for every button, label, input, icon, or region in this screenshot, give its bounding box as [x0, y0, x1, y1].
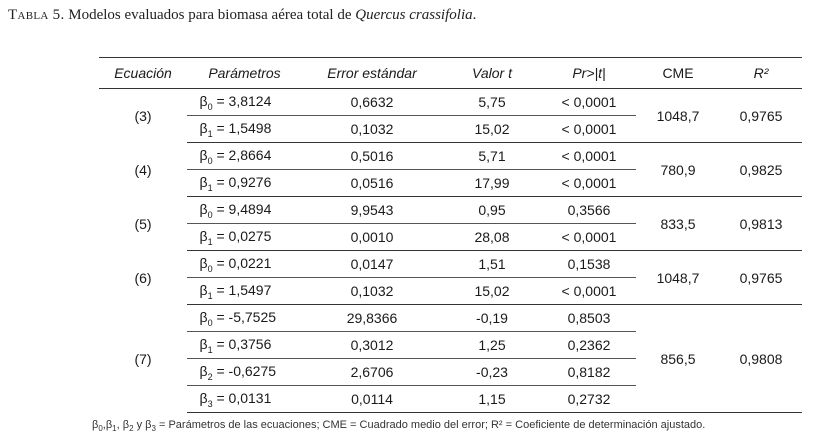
parametro-cell	[187, 359, 302, 386]
parametro-value: $\beta_1 = 0,9276$	[199, 173, 272, 193]
pr-t-cell: < 0,0001	[542, 89, 636, 116]
caption-end: .	[472, 7, 477, 23]
valor-t-cell: 15,02	[442, 116, 542, 143]
cme-cell: 780,9	[636, 143, 720, 197]
parametro-value: $\beta_0 = -5,7525$	[199, 308, 277, 328]
parametro-value: $\beta_0 = 3,8124$	[199, 92, 272, 112]
header-error-estandar: Error estándar	[302, 58, 442, 89]
r2-cell: 0,9808	[720, 305, 802, 413]
valor-t-cell: 1,25	[442, 332, 542, 359]
header-pr-t: Pr>|t|	[542, 58, 636, 89]
parametro-value: $\beta_0 = 0,0221$	[199, 254, 272, 274]
parametro-cell	[187, 197, 302, 224]
models-table	[99, 57, 802, 413]
error-estandar-cell: 0,3012	[302, 332, 442, 359]
parametro-value: $\beta_0 = 9,4894$	[199, 200, 272, 220]
valor-t-cell: 1,15	[442, 386, 542, 413]
table-header-row	[99, 58, 802, 89]
parametro-cell	[187, 143, 302, 170]
error-estandar-cell: 0,6632	[302, 89, 442, 116]
table-row	[99, 197, 802, 224]
pr-t-cell: < 0,0001	[542, 224, 636, 251]
pr-t-cell: 0,1538	[542, 251, 636, 278]
ecuacion-cell: (6)	[134, 269, 152, 286]
error-estandar-cell: 0,0010	[302, 224, 442, 251]
ecuacion-cell: (4)	[134, 161, 152, 178]
error-estandar-cell: 2,6706	[302, 359, 442, 386]
r2-cell: 0,9813	[720, 197, 802, 251]
error-estandar-cell: 0,0114	[302, 386, 442, 413]
valor-t-cell: 5,75	[442, 89, 542, 116]
pr-t-cell: 0,3566	[542, 197, 636, 224]
r2-cell: 0,9825	[720, 143, 802, 197]
table-row	[99, 89, 802, 116]
parametro-cell	[187, 386, 302, 413]
header-r2: R²	[720, 58, 802, 89]
error-estandar-cell: 0,5016	[302, 143, 442, 170]
valor-t-cell: 1,51	[442, 251, 542, 278]
valor-t-cell: 5,71	[442, 143, 542, 170]
parametro-value: $\beta_0 = 2,8664$	[199, 146, 272, 166]
error-estandar-cell: 0,1032	[302, 278, 442, 305]
parametro-value: $\beta_3 = 0,0131$	[199, 389, 272, 409]
error-estandar-cell: 29,8366	[302, 305, 442, 332]
table-row	[99, 143, 802, 170]
error-estandar-cell: 0,0516	[302, 170, 442, 197]
parametro-cell	[187, 116, 302, 143]
parametro-cell	[187, 332, 302, 359]
table-body	[99, 89, 802, 413]
error-estandar-cell: 0,1032	[302, 116, 442, 143]
error-estandar-cell: 9,9543	[302, 197, 442, 224]
pr-t-cell: < 0,0001	[542, 116, 636, 143]
footnote-text: = Parámetros de las ecuaciones; CME = Cuadrado medio del error; R² = Coeficiente de determinación ajustado.	[155, 419, 706, 431]
pr-t-cell: < 0,0001	[542, 143, 636, 170]
pr-t-cell: 0,8182	[542, 359, 636, 386]
ecuacion-cell: (3)	[134, 107, 152, 124]
valor-t-cell: 28,08	[442, 224, 542, 251]
parametro-value: $\beta_1 = 0,0275$	[199, 227, 272, 247]
header-parametros: Parámetros	[187, 58, 302, 89]
parametro-cell	[187, 278, 302, 305]
ecuacion-cell: (5)	[134, 215, 152, 232]
parametro-cell	[187, 89, 302, 116]
r2-cell: 0,9765	[720, 251, 802, 305]
parametro-cell	[187, 305, 302, 332]
parametro-value: $\beta_1 = 1,5498$	[199, 119, 272, 139]
valor-t-cell: 15,02	[442, 278, 542, 305]
valor-t-cell: -0,23	[442, 359, 542, 386]
cme-cell: 856,5	[636, 305, 720, 413]
pr-t-cell: < 0,0001	[542, 278, 636, 305]
cme-cell: 1048,7	[636, 89, 720, 143]
pr-t-cell: 0,8503	[542, 305, 636, 332]
caption-species: Quercus crassifolia	[355, 7, 473, 23]
header-cme: CME	[636, 58, 720, 89]
pr-t-cell: < 0,0001	[542, 170, 636, 197]
pr-t-cell: 0,2362	[542, 332, 636, 359]
ecuacion-cell: (7)	[134, 350, 152, 367]
cme-cell: 1048,7	[636, 251, 720, 305]
parametro-value: $\beta_2 = -0,6275$	[199, 362, 277, 382]
parametro-cell	[187, 224, 302, 251]
header-valor-t: Valor t	[442, 58, 542, 89]
table-row	[99, 305, 802, 332]
error-estandar-cell: 0,0147	[302, 251, 442, 278]
caption-text: Modelos evaluados para biomasa aérea total de	[64, 7, 356, 23]
cme-cell: 833,5	[636, 197, 720, 251]
header-ecuacion: Ecuación	[99, 58, 187, 89]
table-footnote: $\beta_0,\beta_1$, $\beta_2$ y $\beta_3$ = Parámetros de las ecuaciones; CME = Cuadrado medio del error; R² = Coeficiente de determinación ajustado.	[92, 419, 706, 434]
valor-t-cell: -0,19	[442, 305, 542, 332]
table-caption	[8, 7, 476, 24]
caption-label: Tabla 5.	[8, 7, 65, 23]
table-row	[99, 251, 802, 278]
parametro-value: $\beta_1 = 1,5497$	[199, 281, 272, 301]
pr-t-cell: 0,2732	[542, 386, 636, 413]
parametro-value: $\beta_1 = 0,3756$	[199, 335, 272, 355]
r2-cell: 0,9765	[720, 89, 802, 143]
parametro-cell	[187, 170, 302, 197]
valor-t-cell: 0,95	[442, 197, 542, 224]
parametro-cell	[187, 251, 302, 278]
valor-t-cell: 17,99	[442, 170, 542, 197]
